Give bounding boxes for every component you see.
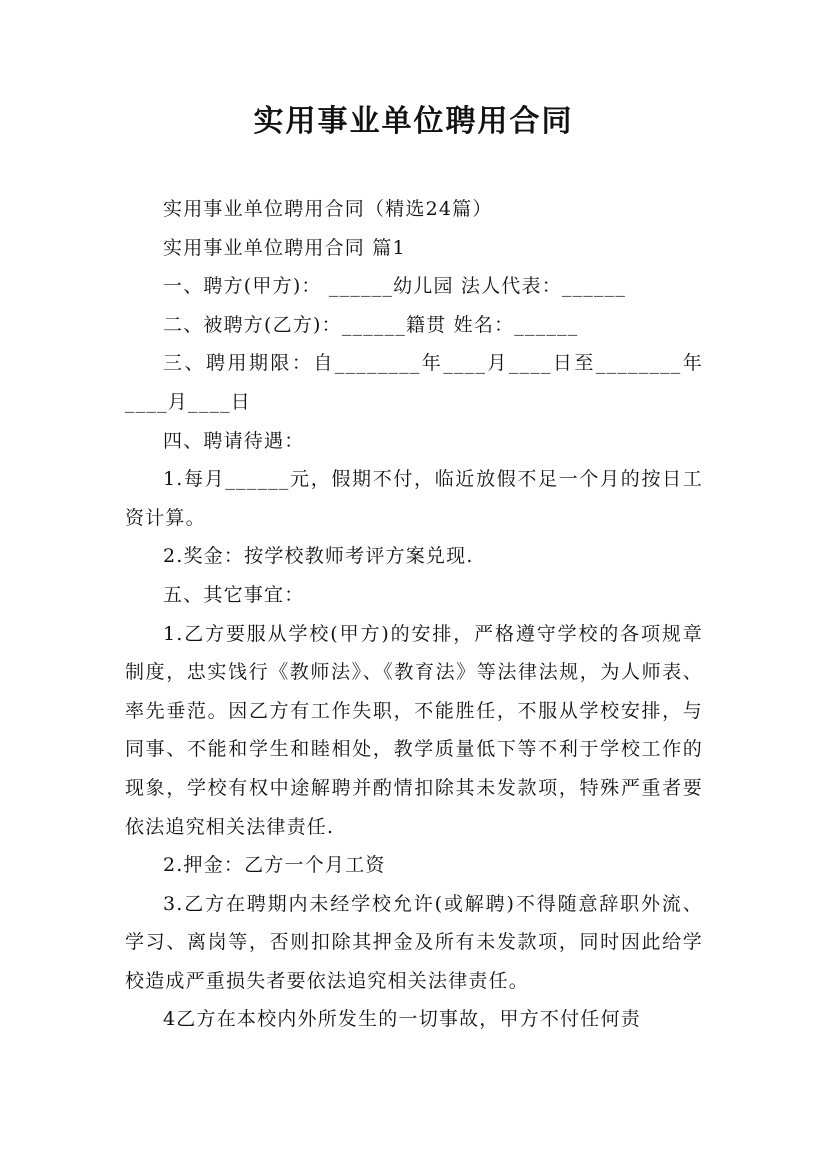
paragraph-employee: 二、被聘方(乙方)：______籍贯 姓名：______: [163, 313, 579, 336]
paragraph-other-heading: 五、其它事宜：: [163, 583, 305, 606]
paragraph-compensation-heading: 四、聘请待遇：: [163, 429, 305, 452]
paragraph-clause-2: 2.押金：乙方一个月工资: [163, 854, 386, 877]
paragraph-salary: 1.每月______元，假期不付，临近放假不足一个月的按日工资计算。: [125, 468, 703, 529]
document-title: 实用事业单位聘用合同: [253, 104, 574, 139]
paragraph-section-heading: 实用事业单位聘用合同 篇1: [163, 236, 406, 259]
paragraph-employer: 一、聘方(甲方)： ______幼儿园 法人代表：______: [163, 275, 627, 298]
paragraph-clause-1: 1.乙方要服从学校(甲方)的安排，严格遵守学校的各项规章制度，忠实饯行《教师法》、《教育法》等法律法规，为人师表、率先垂范。因乙方有工作失职，不能胜任，不服从学校安排，与同事、不能和学生和睦相处，教学质量低下等不利于学校工作的现象，学校有权中途解聘并酌情扣除其未发款项，特殊严重者要依法追究相关法律责任.: [125, 622, 703, 838]
paragraph-subtitle: 实用事业单位聘用合同（精选24篇）: [163, 198, 493, 220]
paragraph-term: 三、聘用期限：自________年____月____日至________年____月____日: [125, 352, 703, 413]
paragraph-bonus: 2.奖金：按学校教师考评方案兑现.: [163, 545, 474, 568]
document-body: [125, 190, 703, 1039]
paragraph-clause-4: 4乙方在本校内外所发生的一切事故，甲方不付任何责: [163, 1008, 641, 1031]
paragraph-clause-3: 3.乙方在聘期内未经学校允许(或解聘)不得随意辞职外流、学习、离岗等，否则扣除其押金及所有未发款项，同时因此给学校造成严重损失者要依法追究相关法律责任。: [125, 892, 703, 992]
